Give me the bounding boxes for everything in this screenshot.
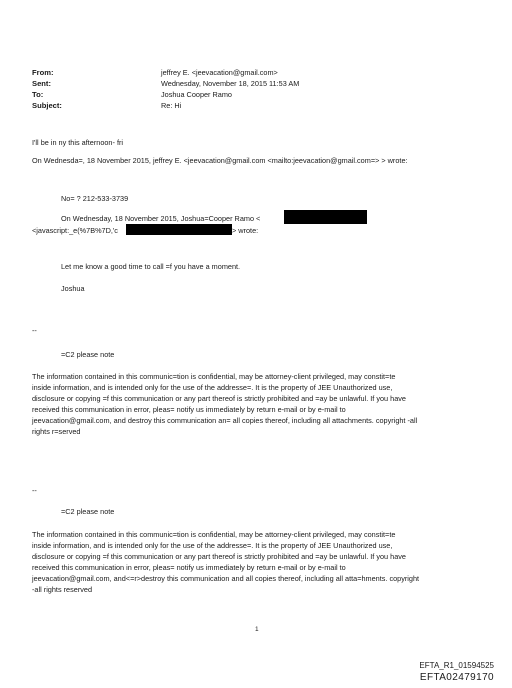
disclaimer-2-line-3: disclosure or copying =f this communication or any part thereof is strictly prohibited and =ay be unlawful. If you have [32, 552, 406, 561]
disclaimer-1-line-2: inside information, and is intended only for the use of the addresse=. It is the property of JEE Unauthorized use, [32, 383, 393, 392]
body-line-2: On Wednesda=, 18 November 2015, jeffrey E. <jeevacation@gmail.com <mailto:jeevacation@gmail.com=> > wrote: [32, 156, 408, 165]
from-value: jeffrey E. <jeevacation@gmail.com> [161, 68, 278, 77]
quoted-signature: Joshua [61, 284, 85, 293]
please-note-1: =C2 please note [61, 350, 115, 359]
disclaimer-2-line-1: The information contained in this communic=tion is confidential, may be attorney-client privileged, may constit=te [32, 530, 396, 539]
signature-separator-2: -- [32, 486, 37, 495]
to-label: To: [32, 90, 44, 99]
disclaimer-1-line-1: The information contained in this communic=tion is confidential, may be attorney-client privileged, may constit=te [32, 372, 396, 381]
footer-id-2: EFTA02479170 [419, 672, 494, 683]
disclaimer-1-line-4: received this communication in error, pleas= notify us immediately by return e-mail or by e-mail to [32, 405, 346, 414]
to-value: Joshua Cooper Ramo [161, 90, 232, 99]
redaction-box-2 [126, 224, 232, 235]
from-label: From: [32, 68, 54, 77]
disclaimer-2-line-2: inside information, and is intended only for the use of the addresse=. It is the property of JEE Unauthorized use, [32, 541, 393, 550]
disclaimer-2-line-5: jeevacation@gmail.com, and<=r>destroy this communication and all copies thereof, including all atta=hments. copyright [32, 574, 420, 583]
please-note-2: =C2 please note [61, 507, 115, 516]
disclaimer-1-line-3: disclosure or copying =f this communication or any part thereof is strictly prohibited and =ay be unlawful. If you have [32, 394, 406, 403]
disclaimer-1-line-5: jeevacation@gmail.com, and destroy this communication an= all copies thereof, including all attachments. copyright -all [32, 416, 418, 425]
sent-label: Sent: [32, 79, 51, 88]
subject-value: Re: Hi [161, 101, 182, 110]
quoted-wrote-line-b: <javascript:_e(%7B%7D,'c [32, 226, 118, 235]
quoted-phone: No= ? 212-533-3739 [61, 194, 129, 203]
quoted-wrote-line-c: > wrote: [232, 226, 259, 235]
quoted-message: Let me know a good time to call =f you have a moment. [61, 262, 241, 271]
subject-label: Subject: [32, 101, 62, 110]
redaction-box-1 [284, 210, 367, 224]
disclaimer-1-line-6: rights r=served [32, 427, 81, 436]
quoted-wrote-line-a: On Wednesday, 18 November 2015, Joshua=Cooper Ramo < [61, 214, 261, 223]
disclaimer-2-line-4: received this communication in error, pleas= notify us immediately by return e-mail or by e-mail to [32, 563, 346, 572]
body-line-1: I'll be in ny this afternoon- fri [32, 138, 124, 147]
footer-id-1: EFTA_R1_01594525 [419, 661, 494, 670]
signature-separator-1: -- [32, 326, 37, 335]
sent-value: Wednesday, November 18, 2015 11:53 AM [161, 79, 300, 88]
disclaimer-2-line-6: -all rights reserved [32, 585, 93, 594]
page-number: 1 [255, 626, 259, 633]
